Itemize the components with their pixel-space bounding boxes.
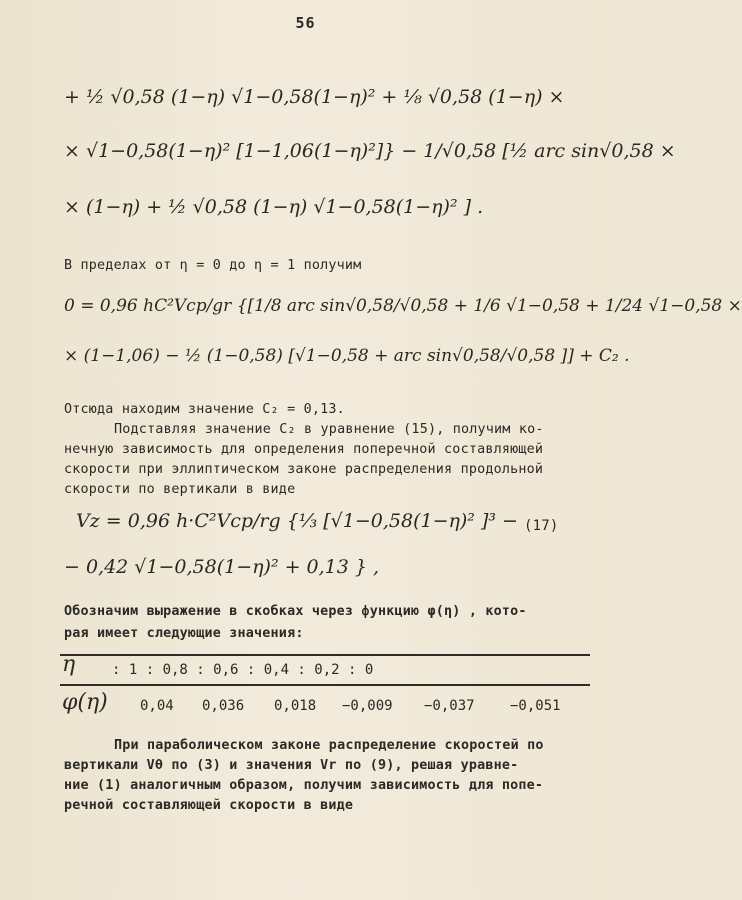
function-intro-line-1: Обозначим выражение в скобках через функцию φ(η) , кото- xyxy=(64,604,527,619)
table-phi-value: 0,036 xyxy=(202,698,245,714)
table-phi-value: 0,018 xyxy=(274,698,317,714)
table-rule-top xyxy=(60,654,590,656)
table-phi-value: −0,051 xyxy=(510,698,561,714)
function-intro-line-2: рая имеет следующие значения: xyxy=(64,626,304,641)
paragraph1-line-3: скорости при эллиптическом законе распределения продольной xyxy=(64,462,544,477)
table-eta-row: : 1 : 0,8 : 0,6 : 0,4 : 0,2 : 0 xyxy=(112,662,374,678)
table-rule-bottom xyxy=(60,684,590,686)
paragraph2-line-4: речной составляющей скорости в виде xyxy=(64,798,354,813)
formula-line-1: + ½ √0,58 (1−η) √1−0,58(1−η)² + ⅛ √0,58 (1−η) × xyxy=(64,86,565,108)
table-eta-label: η xyxy=(62,652,76,677)
paragraph1-line-4: скорости по вертикали в виде xyxy=(64,482,296,497)
paragraph1-line-2: нечную зависимость для определения поперечной составляющей xyxy=(64,442,544,457)
table-phi-label: φ(η) xyxy=(62,690,108,715)
table-phi-value: −0,037 xyxy=(424,698,475,714)
paragraph1-line-1: Подставляя значение C₂ в уравнение (15), получим ко- xyxy=(114,422,544,437)
equation-number: (17) xyxy=(524,518,559,534)
integral-line-2: × (1−1,06) − ½ (1−0,58) [√1−0,58 + arc sin√0,58/√0,58 ]] + C₂ . xyxy=(64,346,630,366)
paragraph2-line-3: ние (1) аналогичным образом, получим зависимость для попе- xyxy=(64,778,544,793)
c2-text: Отсюда находим значение C₂ = 0,13. xyxy=(64,402,345,417)
page-number: 56 xyxy=(295,14,316,32)
formula-line-2: × √1−0,58(1−η)² [1−1,06(1−η)²]} − 1/√0,58 [½ arc sin√0,58 × xyxy=(64,140,676,162)
paragraph2-line-2: вертикали Vθ по (3) и значения Vr по (9), решая уравне- xyxy=(64,758,519,773)
equation17-line-1: Vz = 0,96 h·C²Vср/rg {⅓ [√1−0,58(1−η)² ]³ − xyxy=(76,510,518,532)
integral-line-1: 0 = 0,96 hC²Vср/gr {[1/8 arc sin√0,58/√0,58 + 1/6 √1−0,58 + 1/24 √1−0,58 × xyxy=(64,296,742,316)
formula-line-3: × (1−η) + ½ √0,58 (1−η) √1−0,58(1−η)² ] . xyxy=(64,196,484,218)
table-phi-value: 0,04 xyxy=(140,698,174,714)
limits-text: В пределах от η = 0 до η = 1 получим xyxy=(64,258,362,273)
table-phi-value: −0,009 xyxy=(342,698,393,714)
paragraph2-line-1: При параболическом законе распределение скоростей по xyxy=(114,738,544,753)
equation17-line-2: − 0,42 √1−0,58(1−η)² + 0,13 } , xyxy=(64,556,380,578)
